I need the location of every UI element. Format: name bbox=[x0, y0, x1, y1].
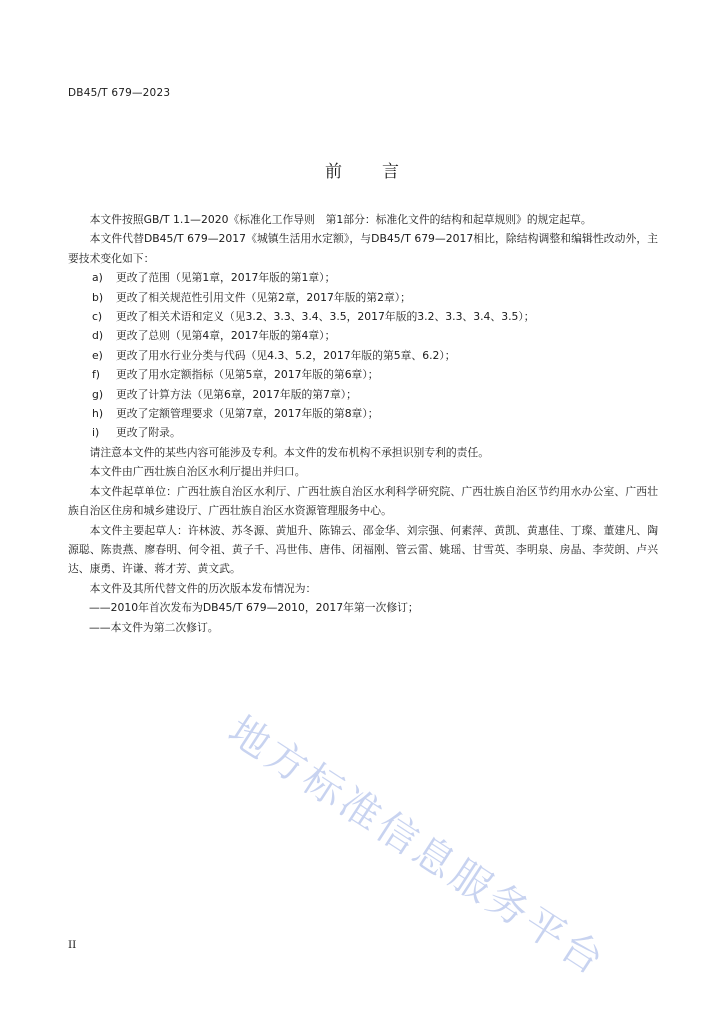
list-item bbox=[68, 404, 658, 423]
list-item bbox=[68, 307, 658, 326]
list-marker: c) bbox=[92, 310, 103, 324]
paragraph-drafters: 本文件主要起草人：许林波、苏冬源、黄旭升、陈锦云、邵金华、刘宗强、何素萍、黄凯、黄惠佳、丁璨、董建凡、陶源聪、陈贵燕、廖春明、何令祖、黄子千、冯世伟、唐伟、闭福刚、管云雷、姚瑶、甘雪英、李明泉、房晶、李荧朗、卢兴达、康勇、许谦、蒋才芳、黄文武。 bbox=[68, 523, 658, 576]
document-code: DB45/T 679—2023 bbox=[68, 87, 171, 99]
paragraph-proposer: 本文件由广西壮族自治区水利厅提出并归口。 bbox=[89, 465, 306, 479]
list-item-text: 更改了范围（见第1章，2017年版的第1章）； bbox=[116, 271, 336, 285]
watermark: 地方标准信息服务平台 bbox=[220, 707, 615, 986]
history-entry: ——2010年首次发布为DB45/T 679—2010，2017年第一次修订； bbox=[89, 601, 419, 615]
list-item bbox=[68, 346, 658, 365]
paragraph-replacement: 本文件代替DB45/T 679—2017《城镇生活用水定额》，与DB45/T 679—2017相比，除结构调整和编辑性改动外，主要技术变化如下： bbox=[68, 232, 658, 265]
list-item-text: 更改了用水行业分类与代码（见4.3、5.2，2017年版的第5章、6.2）； bbox=[116, 348, 456, 362]
list-marker: b) bbox=[92, 290, 104, 304]
list-item bbox=[68, 288, 658, 307]
list-marker: i) bbox=[92, 426, 100, 440]
list-marker: g) bbox=[92, 387, 104, 401]
list-item bbox=[68, 326, 658, 345]
list-marker: e) bbox=[92, 348, 103, 362]
paragraph-drafting-rule: 本文件按照GB/T 1.1—2020《标准化工作导则 第1部分：标准化文件的结构和起草规则》的规定起草。 bbox=[89, 213, 592, 226]
change-list bbox=[68, 268, 658, 443]
list-item-text: 更改了计算方法（见第6章，2017年版的第7章）； bbox=[116, 387, 357, 401]
document-body bbox=[68, 210, 658, 637]
list-item bbox=[68, 385, 658, 404]
list-item bbox=[68, 268, 658, 287]
paragraph-drafting-units: 本文件起草单位：广西壮族自治区水利厅、广西壮族自治区水利科学研究院、广西壮族自治区节约用水办公室、广西壮族自治区住房和城乡建设厅、广西壮族自治区水资源管理服务中心。 bbox=[68, 484, 658, 518]
page-title: 前言 bbox=[325, 162, 439, 182]
list-item bbox=[68, 423, 658, 442]
paragraph-patent-notice: 请注意本文件的某些内容可能涉及专利。本文件的发布机构不承担识别专利的责任。 bbox=[89, 445, 490, 459]
list-item-text: 更改了总则（见第4章，2017年版的第4章）； bbox=[116, 329, 336, 343]
list-marker: h) bbox=[92, 407, 104, 421]
list-item-text: 更改了用水定额指标（见第5章，2017年版的第6章）； bbox=[116, 368, 379, 382]
list-marker: a) bbox=[92, 271, 103, 285]
paragraph-history-intro: 本文件及其所代替文件的历次版本发布情况为： bbox=[89, 581, 317, 595]
history-entry: ——本文件为第二次修订。 bbox=[89, 620, 219, 634]
list-item bbox=[68, 365, 658, 384]
list-marker: d) bbox=[92, 329, 104, 343]
list-item-text: 更改了相关术语和定义（见3.2、3.3、3.4、3.5，2017年版的3.2、3.3、3.4、3.5）； bbox=[116, 310, 535, 324]
page-number: II bbox=[68, 939, 77, 951]
list-item-text: 更改了附录。 bbox=[116, 426, 181, 440]
list-marker: f) bbox=[92, 368, 101, 382]
list-item-text: 更改了定额管理要求（见第7章，2017年版的第8章）； bbox=[116, 407, 379, 421]
list-item-text: 更改了相关规范性引用文件（见第2章，2017年版的第2章）； bbox=[116, 290, 411, 304]
